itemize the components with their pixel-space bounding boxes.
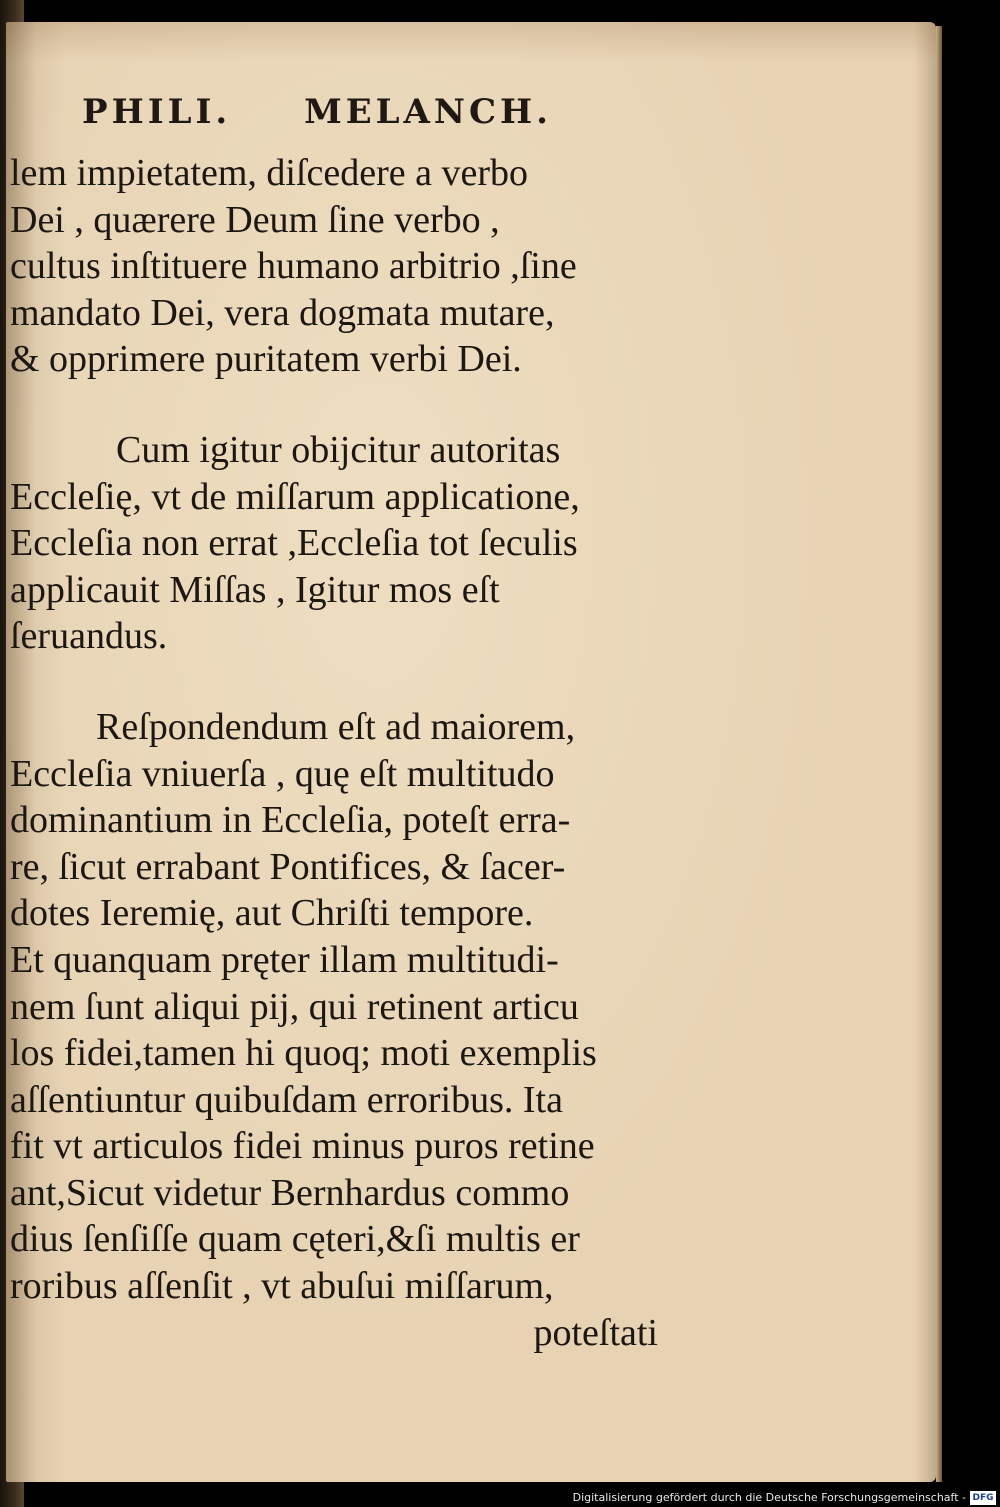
page-edge <box>936 26 942 1482</box>
text-line: roribus aſſenſit , vt abuſui miſſarum, <box>10 1265 554 1308</box>
text-line: Eccleſia non errat ,Eccleſia tot ſeculis <box>10 522 578 565</box>
text-line: applicauit Miſſas , Igitur mos eſt <box>10 568 500 611</box>
text-line: re, ſicut errabant Pontifices, & ſacer- <box>10 845 566 888</box>
text-line: Reſpondendum eſt ad maiorem, <box>96 705 576 748</box>
text-line: Dei , quærere Deum ſine verbo , <box>10 198 500 241</box>
paragraph-gap <box>10 660 670 704</box>
text-line: ant,Sicut videtur Bernhardus commo <box>10 1171 570 1214</box>
text-line: dotes Ieremię, aut Chriſti tempore. <box>10 892 534 935</box>
catchword: poteſtati <box>533 1311 658 1354</box>
running-head-left: PHILI. <box>82 92 232 132</box>
text-line: cultus inſtituere humano arbitrio ,ſine <box>10 245 577 288</box>
dfg-logo: DFG <box>970 1491 996 1505</box>
text-line: aſſentiuntur quibuſdam erroribus. Ita <box>10 1078 563 1121</box>
running-head <box>82 92 552 132</box>
text-line: Et quanquam pręter illam multitudi- <box>10 938 559 981</box>
digitization-credit: Digitalisierung gefördert durch die Deutsche Forschungsgemeinschaft - <box>572 1491 966 1504</box>
text-line: los fidei,tamen hi quoq; moti exemplis <box>10 1032 597 1075</box>
text-line: mandato Dei, vera dogmata mutare, <box>10 291 555 334</box>
text-line: fit vt articulos fidei minus puros retine <box>10 1125 595 1168</box>
text-line: lem impietatem, diſcedere a verbo <box>10 152 529 194</box>
paragraph-2 <box>10 427 670 660</box>
text-line: ſeruandus. <box>10 615 168 658</box>
text-line: dominantium in Eccleſia, poteſt erra- <box>10 799 571 842</box>
text-line: Cum igitur obijcitur autoritas <box>116 428 561 471</box>
text-line: dius ſenſiſſe quam cęteri,&ſi multis er <box>10 1218 580 1261</box>
text-block <box>10 150 670 1356</box>
paragraph-gap <box>10 383 670 427</box>
text-line: & opprimere puritatem verbi Dei. <box>10 338 522 381</box>
text-line: Eccleſię, vt de miſſarum applicatione, <box>10 475 580 518</box>
text-line: nem ſunt aliqui pij, qui retinent articu <box>10 985 579 1028</box>
text-line: Eccleſia vniuerſa , quę eſt multitudo <box>10 752 555 795</box>
paragraph-3 <box>10 704 670 1310</box>
running-head-right: MELANCH. <box>304 92 552 132</box>
paragraph-1 <box>10 150 670 383</box>
